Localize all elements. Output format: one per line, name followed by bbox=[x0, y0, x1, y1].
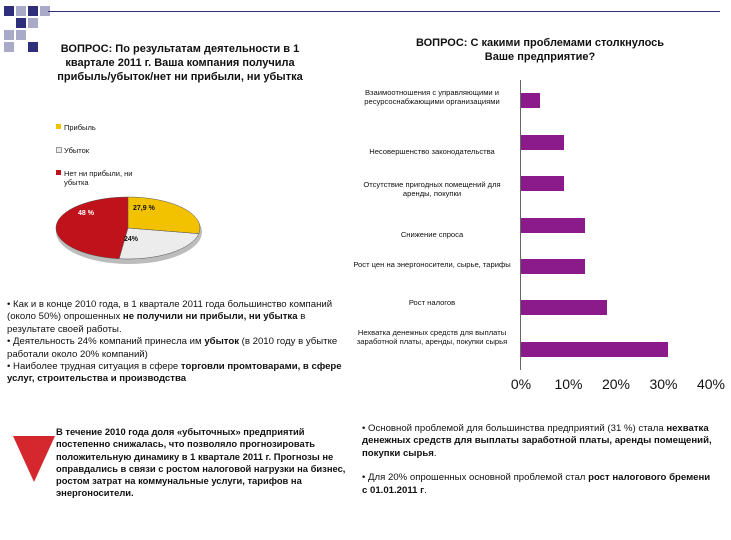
deco-square bbox=[4, 30, 14, 40]
pie-legend-neither bbox=[56, 169, 154, 187]
text: Для 20% опрошенных основной проблемой стал bbox=[368, 472, 589, 484]
deco-square bbox=[16, 18, 26, 28]
legend-label: Нет ни прибыли, ни убытка bbox=[64, 169, 133, 187]
legend-swatch bbox=[56, 147, 62, 153]
text: (в 2010 году в убытке работали около 20% компаний) bbox=[7, 336, 338, 360]
pie-chart bbox=[50, 190, 210, 270]
right-question-line: Ваше предприятие? bbox=[484, 51, 596, 63]
bar bbox=[521, 135, 564, 150]
text-bold: не получили ни прибыли, ни убытка bbox=[122, 311, 298, 323]
deco-square bbox=[16, 6, 26, 16]
legend-swatch bbox=[56, 124, 61, 129]
pie-legend-profit bbox=[56, 123, 96, 132]
text-bold: нехватка денежных средств для выплаты заработной платы, аренды помещений, покупки сырья bbox=[362, 423, 712, 459]
bar bbox=[521, 93, 540, 108]
pie-slice-profit bbox=[128, 197, 200, 234]
text: Как и в конце 2010 года, в 1 квартале 2011 года большинство компаний (около 50%) опрошенных bbox=[7, 299, 333, 323]
summary-1: • Основной проблемой для большинства предприятий (31 %) стала нехватка денежных средств для выплаты заработной платы, аренды помещений, покупки сырья. bbox=[362, 423, 712, 459]
right-question-line: ВОПРОС: С какими проблемами столкнулось bbox=[415, 37, 665, 49]
deco-square bbox=[28, 6, 38, 16]
x-tick-label: 40% bbox=[696, 376, 726, 392]
forecast-note bbox=[56, 426, 356, 500]
finding-1: • Как и в конце 2010 года, в 1 квартале 2011 года большинство компаний (около 50%) опрошенных не получили ни прибыли, ни убытка в результате своей работы. bbox=[7, 299, 333, 335]
left-question-line: квартале 2011 г. Ваша компания получила bbox=[65, 57, 295, 69]
finding-2: • Деятельность 24% компаний принесла им убыток (в 2010 году в убытке работали около 20% компаний) bbox=[7, 336, 338, 360]
text-bold: рост налогового бремени с 01.01.2011 г bbox=[362, 472, 711, 496]
bar-category-label: Нехватка денежных средств для выплаты заработной платы, аренды, покупки сырья bbox=[356, 328, 508, 346]
x-tick-label: 10% bbox=[554, 376, 583, 392]
text: В течение 2010 года доля bbox=[56, 426, 177, 437]
legend-label: Прибыль bbox=[64, 123, 96, 132]
bar-category-label: Несовершенство законодательства bbox=[369, 147, 495, 156]
bar-category-label: Взаимоотношения с управляющими и ресурсоснабжающими организациями bbox=[364, 88, 500, 106]
bar bbox=[521, 176, 564, 191]
bar-category-label: Рост налогов bbox=[408, 298, 456, 307]
bar bbox=[521, 218, 585, 233]
legend-label: Убыток bbox=[64, 146, 90, 155]
pie-label-profit: 27,9 % bbox=[133, 205, 155, 212]
text-bold: торговли промтоварами, в сфере услуг, строительства и производства bbox=[7, 361, 342, 385]
bar bbox=[521, 300, 607, 315]
pie-label-loss: 24% bbox=[124, 236, 139, 243]
deco-square bbox=[4, 42, 14, 52]
summary-2: • Для 20% опрошенных основной проблемой стал рост налогового бремени с 01.01.2011 г. bbox=[362, 472, 711, 496]
right-question-title bbox=[380, 36, 700, 64]
header-rule bbox=[48, 11, 720, 12]
down-arrow-icon bbox=[12, 430, 56, 486]
bar-category-label: Отсутствие пригодных помещений для аренды, покупки bbox=[363, 180, 501, 198]
left-findings bbox=[7, 299, 352, 386]
pie-label-neither: 48 % bbox=[78, 210, 94, 217]
bar-category-label: Снижение спроса bbox=[400, 230, 464, 239]
problems-summary bbox=[362, 423, 712, 497]
text: «убыточных» bbox=[176, 426, 241, 437]
x-tick-label: 20% bbox=[601, 376, 631, 392]
left-question-line: ВОПРОС: По результатам деятельности в 1 bbox=[60, 43, 300, 55]
bar-category-label: Рост цен на энергоносители, сырье, тарифы bbox=[353, 260, 511, 269]
pie-legend-loss bbox=[56, 146, 89, 155]
deco-square bbox=[16, 30, 26, 40]
text: предприятий постепенно снижалась, что позволяло прогнозировать положительную динамику в 1 квартале 2011 г. Прогнозы не оправдались в связи с ростом налоговой нагрузки на бизнес, ростом затрат на коммунальные услуги, тарифов на энергоносители. bbox=[56, 426, 346, 499]
pie-slice-neither bbox=[56, 197, 128, 259]
deco-square bbox=[28, 18, 38, 28]
text-bold: убыток bbox=[204, 336, 240, 348]
bar bbox=[521, 259, 585, 274]
x-tick-label: 30% bbox=[649, 376, 678, 392]
finding-3: • Наиболее трудная ситуация в сфере торговли промтоварами, в сфере услуг, строительства и производства bbox=[7, 361, 342, 385]
text: . bbox=[424, 484, 427, 496]
text: Наиболее трудная ситуация в сфере bbox=[13, 361, 181, 373]
left-question-line: прибыль/убыток/нет ни прибыли, ни убытка bbox=[57, 71, 303, 83]
text: . bbox=[433, 447, 437, 459]
left-question-title bbox=[30, 42, 330, 84]
text: в результате своей работы. bbox=[7, 311, 306, 335]
deco-square bbox=[4, 6, 14, 16]
bar bbox=[521, 342, 668, 357]
legend-swatch bbox=[56, 170, 61, 175]
text: Основной проблемой для большинства предприятий (31 %) стала bbox=[368, 423, 667, 434]
text: Деятельность 24% компаний принесла им bbox=[13, 336, 205, 348]
x-tick-label: 0% bbox=[510, 376, 532, 392]
